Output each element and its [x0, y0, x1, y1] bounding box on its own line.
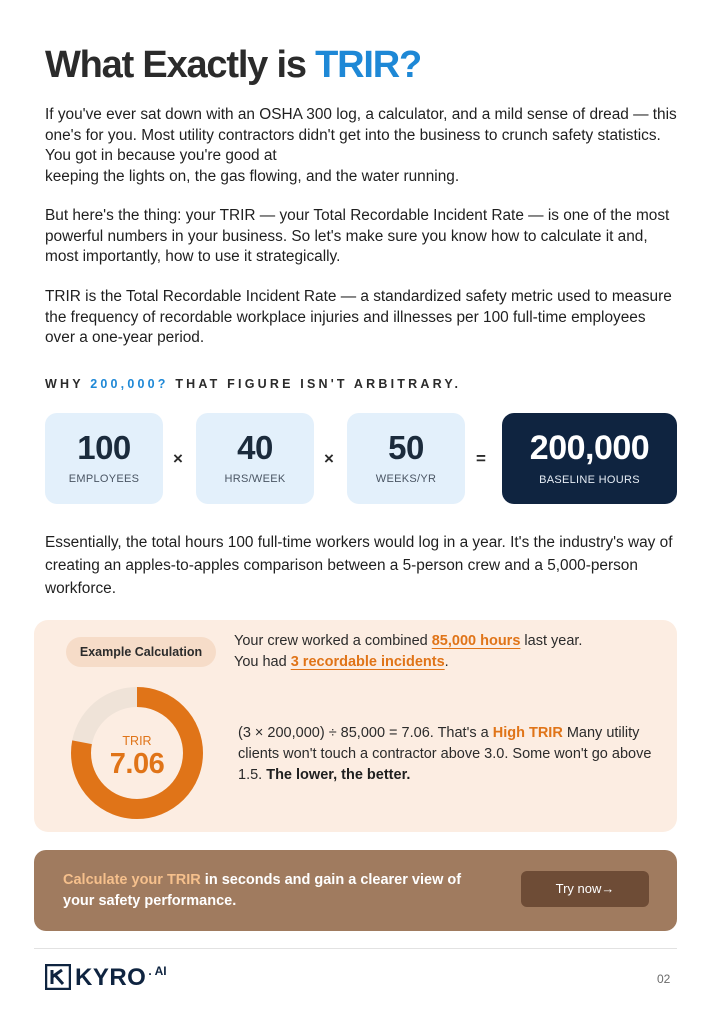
why-heading	[45, 377, 461, 391]
intro-paragraph-part1: If you've ever sat down with an OSHA 300 log, a calculator, and a mild sense of dread — this one's for you. Most utility contractors didn't get into the business to crunch safety statistics. You got in because you're good at	[45, 106, 677, 164]
why-number: 200,000?	[90, 377, 169, 391]
formula-label: WEEKS/YR	[375, 473, 437, 485]
formula-value: 100	[77, 429, 131, 466]
example-text: last year.	[520, 633, 583, 649]
example-text: Your crew worked a combined	[234, 633, 432, 649]
donut-value: 7.06	[109, 748, 165, 780]
logo-suffix: . AI	[148, 964, 167, 978]
example-text: You had	[234, 654, 291, 670]
multiply-operator: ×	[324, 449, 334, 468]
formula-value: 40	[237, 429, 273, 466]
kyro-logo-icon	[45, 964, 71, 990]
why-prefix: WHY	[45, 377, 91, 391]
formula-box-employees	[45, 413, 163, 504]
definition-paragraph: TRIR is the Total Recordable Incident Rate — a standardized safety metric used to measure the frequency of recordable workplace injuries and illnesses per 100 full-time employees over a one-year period.	[45, 288, 672, 346]
title-accent: TRIR?	[315, 44, 421, 86]
title-main: What Exactly is	[45, 44, 316, 86]
formula-result-label: BASELINE HOURS	[539, 474, 640, 486]
cta-banner	[34, 850, 677, 931]
why-suffix: THAT FIGURE ISN'T ARBITRARY.	[168, 377, 462, 391]
formula-result-value: 200,000	[529, 429, 650, 467]
cta-highlight: Calculate your TRIR	[63, 872, 201, 888]
importance-paragraph: But here's the thing: your TRIR — your Total Recordable Incident Rate — is one of the most powerful numbers in your business. So let's make sure you know how to calculate it and, most importantly, how to use it strategically.	[45, 207, 670, 265]
intro-paragraph	[45, 105, 677, 187]
kyro-logo	[45, 964, 167, 992]
try-now-button[interactable]: Try now→	[521, 871, 649, 907]
example-text: (3 × 200,000) ÷ 85,000 = 7.06. That's a	[238, 725, 493, 741]
cta-text	[63, 870, 483, 912]
cta-rest: in seconds and gain a clearer view of your safety performance.	[63, 872, 462, 909]
page-title	[45, 44, 421, 87]
formula-result-box	[502, 413, 677, 504]
formula-label: HRS/WEEK	[224, 473, 286, 485]
example-text: Many utility clients won't touch a contractor above 3.0. Some won't go above 1.5.	[238, 725, 652, 783]
example-calculation	[238, 723, 658, 786]
footer-divider	[34, 948, 677, 949]
explanation-paragraph: Essentially, the total hours 100 full-time workers would log in a year. It's the industry's way of creating an apples-to-apples comparison between a 5-person crew and a 5,000-person workforce.	[45, 534, 673, 597]
example-text: .	[444, 654, 449, 670]
formula-box-weeks	[347, 413, 465, 504]
formula-value: 50	[388, 429, 424, 466]
example-intro	[234, 631, 582, 673]
formula-box-hours	[196, 413, 314, 504]
page-number: 02	[657, 972, 671, 986]
hours-highlight: 85,000 hours	[431, 633, 521, 649]
incidents-highlight: 3 recordable incidents	[290, 654, 445, 670]
equals-operator: =	[476, 449, 486, 468]
example-card	[34, 620, 677, 832]
formula-label: EMPLOYEES	[68, 473, 140, 485]
example-badge: Example Calculation	[66, 637, 216, 667]
high-trir-highlight: High TRIR	[492, 725, 563, 741]
logo-wordmark: KYRO	[75, 964, 147, 991]
donut-label: TRIR	[122, 734, 152, 748]
multiply-operator: ×	[173, 449, 183, 468]
intro-paragraph-part2: keeping the lights on, the gas flowing, and the water running.	[45, 167, 460, 185]
lower-better-text: The lower, the better.	[266, 767, 411, 783]
